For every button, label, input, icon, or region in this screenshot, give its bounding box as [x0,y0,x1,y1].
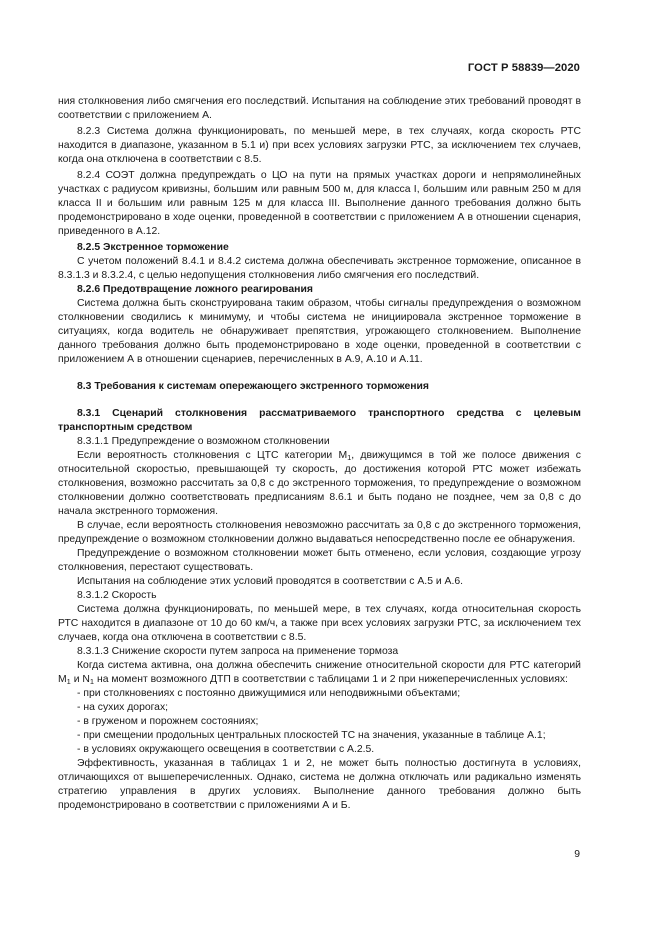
list-item: - при столкновениях с постоянно движущимися или неподвижными объектами; [77,688,461,699]
paragraph: Когда система активна, она должна обеспечить снижение относительной скорости для РТС категорий $М_1$ и $N_1$ на момент возможного ДТП в соответствии с таблицами 1 и 2 при нижеперечисленных условиях: [58,660,581,686]
subsection-heading: 8.3.1.2 Скорость [77,590,157,601]
paragraph: С учетом положений 8.4.1 и 8.4.2 система должна обеспечивать экстренное торможение, описанное в 8.3.1.3 и 8.3.2.4, с целью недопущения столкновения либо смягчения его последствий. [58,256,581,281]
page-number: 9 [574,849,580,860]
document-id: ГОСТ Р 58839—2020 [467,62,580,74]
paragraph: Испытания на соблюдение этих условий проводятся в соответствии с А.5 и А.6. [77,576,464,587]
paragraph: 8.2.3 Система должна функционировать, по меньшей мере, в тех случаях, когда скорость РТС находится в диапазоне, указанном в 5.1 и) при всех условиях загрузки РТС, за исключением тех случаев, когда она отключена в соответствии с 8.5. [58,126,581,165]
page-body [58,95,581,813]
paragraph: Система должна функционировать, по меньшей мере, в тех случаях, когда относительная скорость РТС находится в диапазоне от 10 до 60 км/ч, а также при всех условиях загрузки РТС, за исключением тех случаев, когда она отключена в соответствии с 8.5. [58,604,581,643]
paragraph: Система должна быть сконструирована таким образом, чтобы сигналы предупреждения о возможном столкновении сводились к минимуму, и чтобы система не инициировала экстренное торможение в ситуациях, когда водитель не обнаруживает препятствия, угрожающего столкновением. Выполнение данного требования должно быть продемонстрировано в ходе оценки, проведенной в соответствии с приложением А в отношении сценариев, перечисленных в А.9, А.10 и А.11. [58,298,581,365]
section-heading: 8.3 Требования к системам опережающего экстренного торможения [77,381,429,392]
list-item: - при смещении продольных центральных плоскостей ТС на значения, указанные в таблице А.1; [77,730,546,741]
list-item: - на сухих дорогах; [77,702,169,713]
subsection-heading: 8.3.1.1 Предупреждение о возможном столкновении [77,436,330,447]
section-heading: 8.2.6 Предотвращение ложного реагирования [77,284,313,295]
list-item: - в груженом и порожнем состояниях; [77,716,259,727]
subsection-heading: 8.3.1.3 Снижение скорости путем запроса на применение тормоза [77,646,399,657]
paragraph: ния столкновения либо смягчения его последствий. Испытания на соблюдение этих требований проводят в соответствии с приложением А. [58,96,581,121]
paragraph: Эффективность, указанная в таблицах 1 и 2, не может быть полностью достигнута в условиях, отличающихся от вышеперечисленных. Однако, система не должна отключать или радикально изменять стратегию управления в других условиях. Выполнение данного требования должно быть продемонстрировано в соответствии с приложениями А и Б. [58,758,581,811]
section-heading: 8.2.5 Экстренное торможение [77,242,229,253]
list-item: - в условиях окружающего освещения в соответствии с А.2.5. [77,744,375,755]
paragraph: В случае, если вероятность столкновения невозможно рассчитать за 0,8 с до экстренного торможения, предупреждение о возможном столкновении должно выдаваться непосредственно после ее обнаружения. [58,520,581,545]
paragraph: Предупреждение о возможном столкновении может быть отменено, если условия, создающие угрозу столкновения, перестают существовать. [58,548,581,573]
section-heading: 8.3.1 Сценарий столкновения рассматриваемого транспортного средства с целевым транспортным средством [58,408,581,433]
paragraph: Если вероятность столкновения с ЦТС категории $М_1$, движущимся в той же полосе движения с относительной скоростью, превышающей ту скорость, до достижения которой РТС может избежать столкновения, возможно рассчитать за 0,8 с до экстренного торможения, то предупреждение о возможном столкновении должно соответствовать предписаниям 8.6.1 и быть подано не позднее, чем за 0,8 с до начала экстренного торможения. [58,450,581,517]
paragraph: 8.2.4 СОЭТ должна предупреждать о ЦО на пути на прямых участках дороги и непрямолинейных участках с радиусом кривизны, большим или равным 500 м, для класса I, большим или равным 250 м для класса II и большим или равным 125 м для класса III. Выполнение данного требования должно быть продемонстрировано в ходе оценки, проведенной в соответствии с приложением А в отношении сценария, приведенного в А.12. [58,170,581,237]
